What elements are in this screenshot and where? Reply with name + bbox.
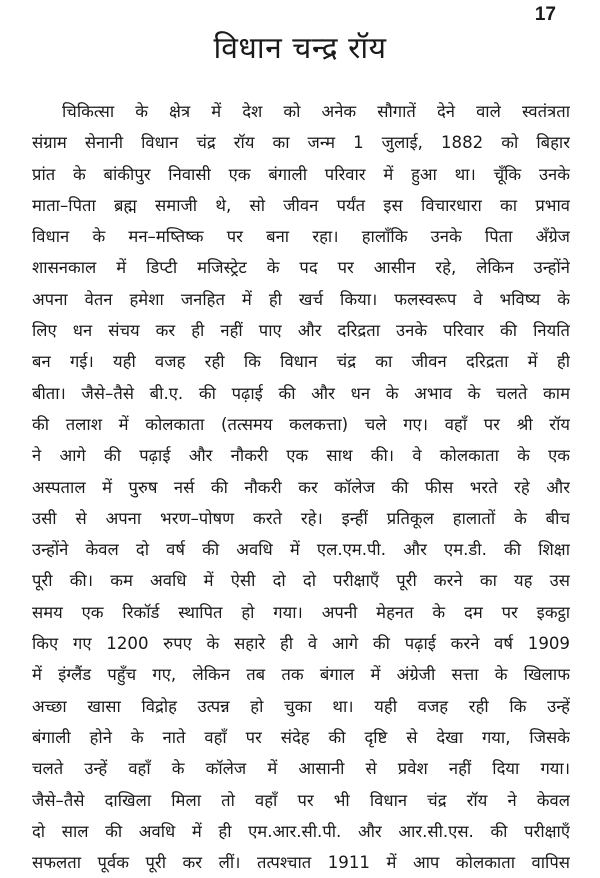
text-line: संग्राम सेनानी विधान चंद्र रॉय का जन्म 1 जुलाई, 1882 को बिहार: [32, 133, 570, 153]
text-line: अच्छा खासा विद्रोह उत्पन्न हो चुका था। यही वजह रही कि उन्हें: [32, 696, 570, 716]
page-title: विधान चन्द्र रॉय: [213, 31, 387, 66]
text-line: पूरी की। कम अवधि में ऐसी दो दो परीक्षाएँ पूरी करने का यह उस: [32, 571, 570, 591]
text-line: की तलाश में कोलकाता (तत्समय कलकत्ता) चले गए। वहाँ पर श्री रॉय: [32, 414, 570, 434]
text-line: चलते उन्हें वहाँ के कॉलेज में आसानी से प्रवेश नहीं दिया गया।: [32, 759, 570, 779]
text-line: शासनकाल में डिप्टी मजिस्ट्रेट के पद पर आसीन रहे, लेकिन उन्होंने: [32, 258, 570, 278]
text-line: समय एक रिकॉर्ड स्थापित हो गया। अपनी मेहनत के दम पर इकट्ठा: [32, 602, 570, 622]
text-line: जैसे–तैसे दाखिला मिला तो वहाँ पर भी विधान चंद्र रॉय ने केवल: [32, 790, 570, 810]
text-line: में इंग्लैंड पहुँच गए, लेकिन तब तक बंगाल में अंग्रेजी सत्ता के खिलाफ: [32, 665, 570, 685]
text-line: विधान के मन–मष्तिष्क पर बना रहा। हालाँकि उनके पिता अँग्रेज: [32, 227, 570, 247]
body-paragraph: [32, 96, 570, 878]
text-line: उन्होंने केवल दो वर्ष की अवधि में एल.एम.पी. और एम.डी. की शिक्षा: [32, 540, 570, 560]
page-number: 17: [534, 4, 556, 25]
text-line: बंगाली होने के नाते वहाँ पर संदेह की दृष्टि से देखा गया, जिसके: [32, 727, 570, 747]
text-line: माता–पिता ब्रह्म समाजी थे, सो जीवन पर्यंत इस विचारधारा का प्रभाव: [32, 195, 570, 215]
text-line: बन गई। यही वजह रही कि विधान चंद्र का जीवन दरिद्रता में ही: [32, 352, 570, 372]
text-line: अस्पताल में पुरुष नर्स की नौकरी कर कॉलेज की फीस भरते रहे और: [32, 477, 570, 497]
text-line: लिए धन संचय कर ही नहीं पाए और दरिद्रता उनके परिवार की नियति: [32, 321, 570, 341]
text-line: उसी से अपना भरण–पोषण करते रहे। इन्हीं प्रतिकूल हालातों के बीच: [32, 508, 570, 528]
text-line: बीता। जैसे–तैसे बी.ए. की पढ़ाई की और धन के अभाव के चलते काम: [32, 383, 570, 403]
text-line: किए गए 1200 रुपए के सहारे ही वे आगे की पढ़ाई करने वर्ष 1909: [32, 634, 570, 654]
text-line: ने आगे की पढ़ाई और नौकरी एक साथ की। वे कोलकाता के एक: [32, 446, 570, 466]
text-line: चिकित्सा के क्षेत्र में देश को अनेक सौगातें देने वाले स्वतंत्रता: [62, 102, 570, 121]
text-line: प्रांत के बांकीपुर निवासी एक बंगाली परिवार में हुआ था। चूँकि उनके: [32, 164, 570, 184]
text-line: सफलता पूर्वक पूरी कर लीं। तत्पश्चात 1911 में आप कोलकाता वापिस: [32, 853, 570, 873]
text-line: दो साल की अवधि में ही एम.आर.सी.पी. और आर.सी.एस. की परीक्षाएँ: [32, 821, 570, 841]
text-line: अपना वेतन हमेशा जनहित में ही खर्च किया। फलस्वरूप वे भविष्य के: [32, 289, 570, 309]
